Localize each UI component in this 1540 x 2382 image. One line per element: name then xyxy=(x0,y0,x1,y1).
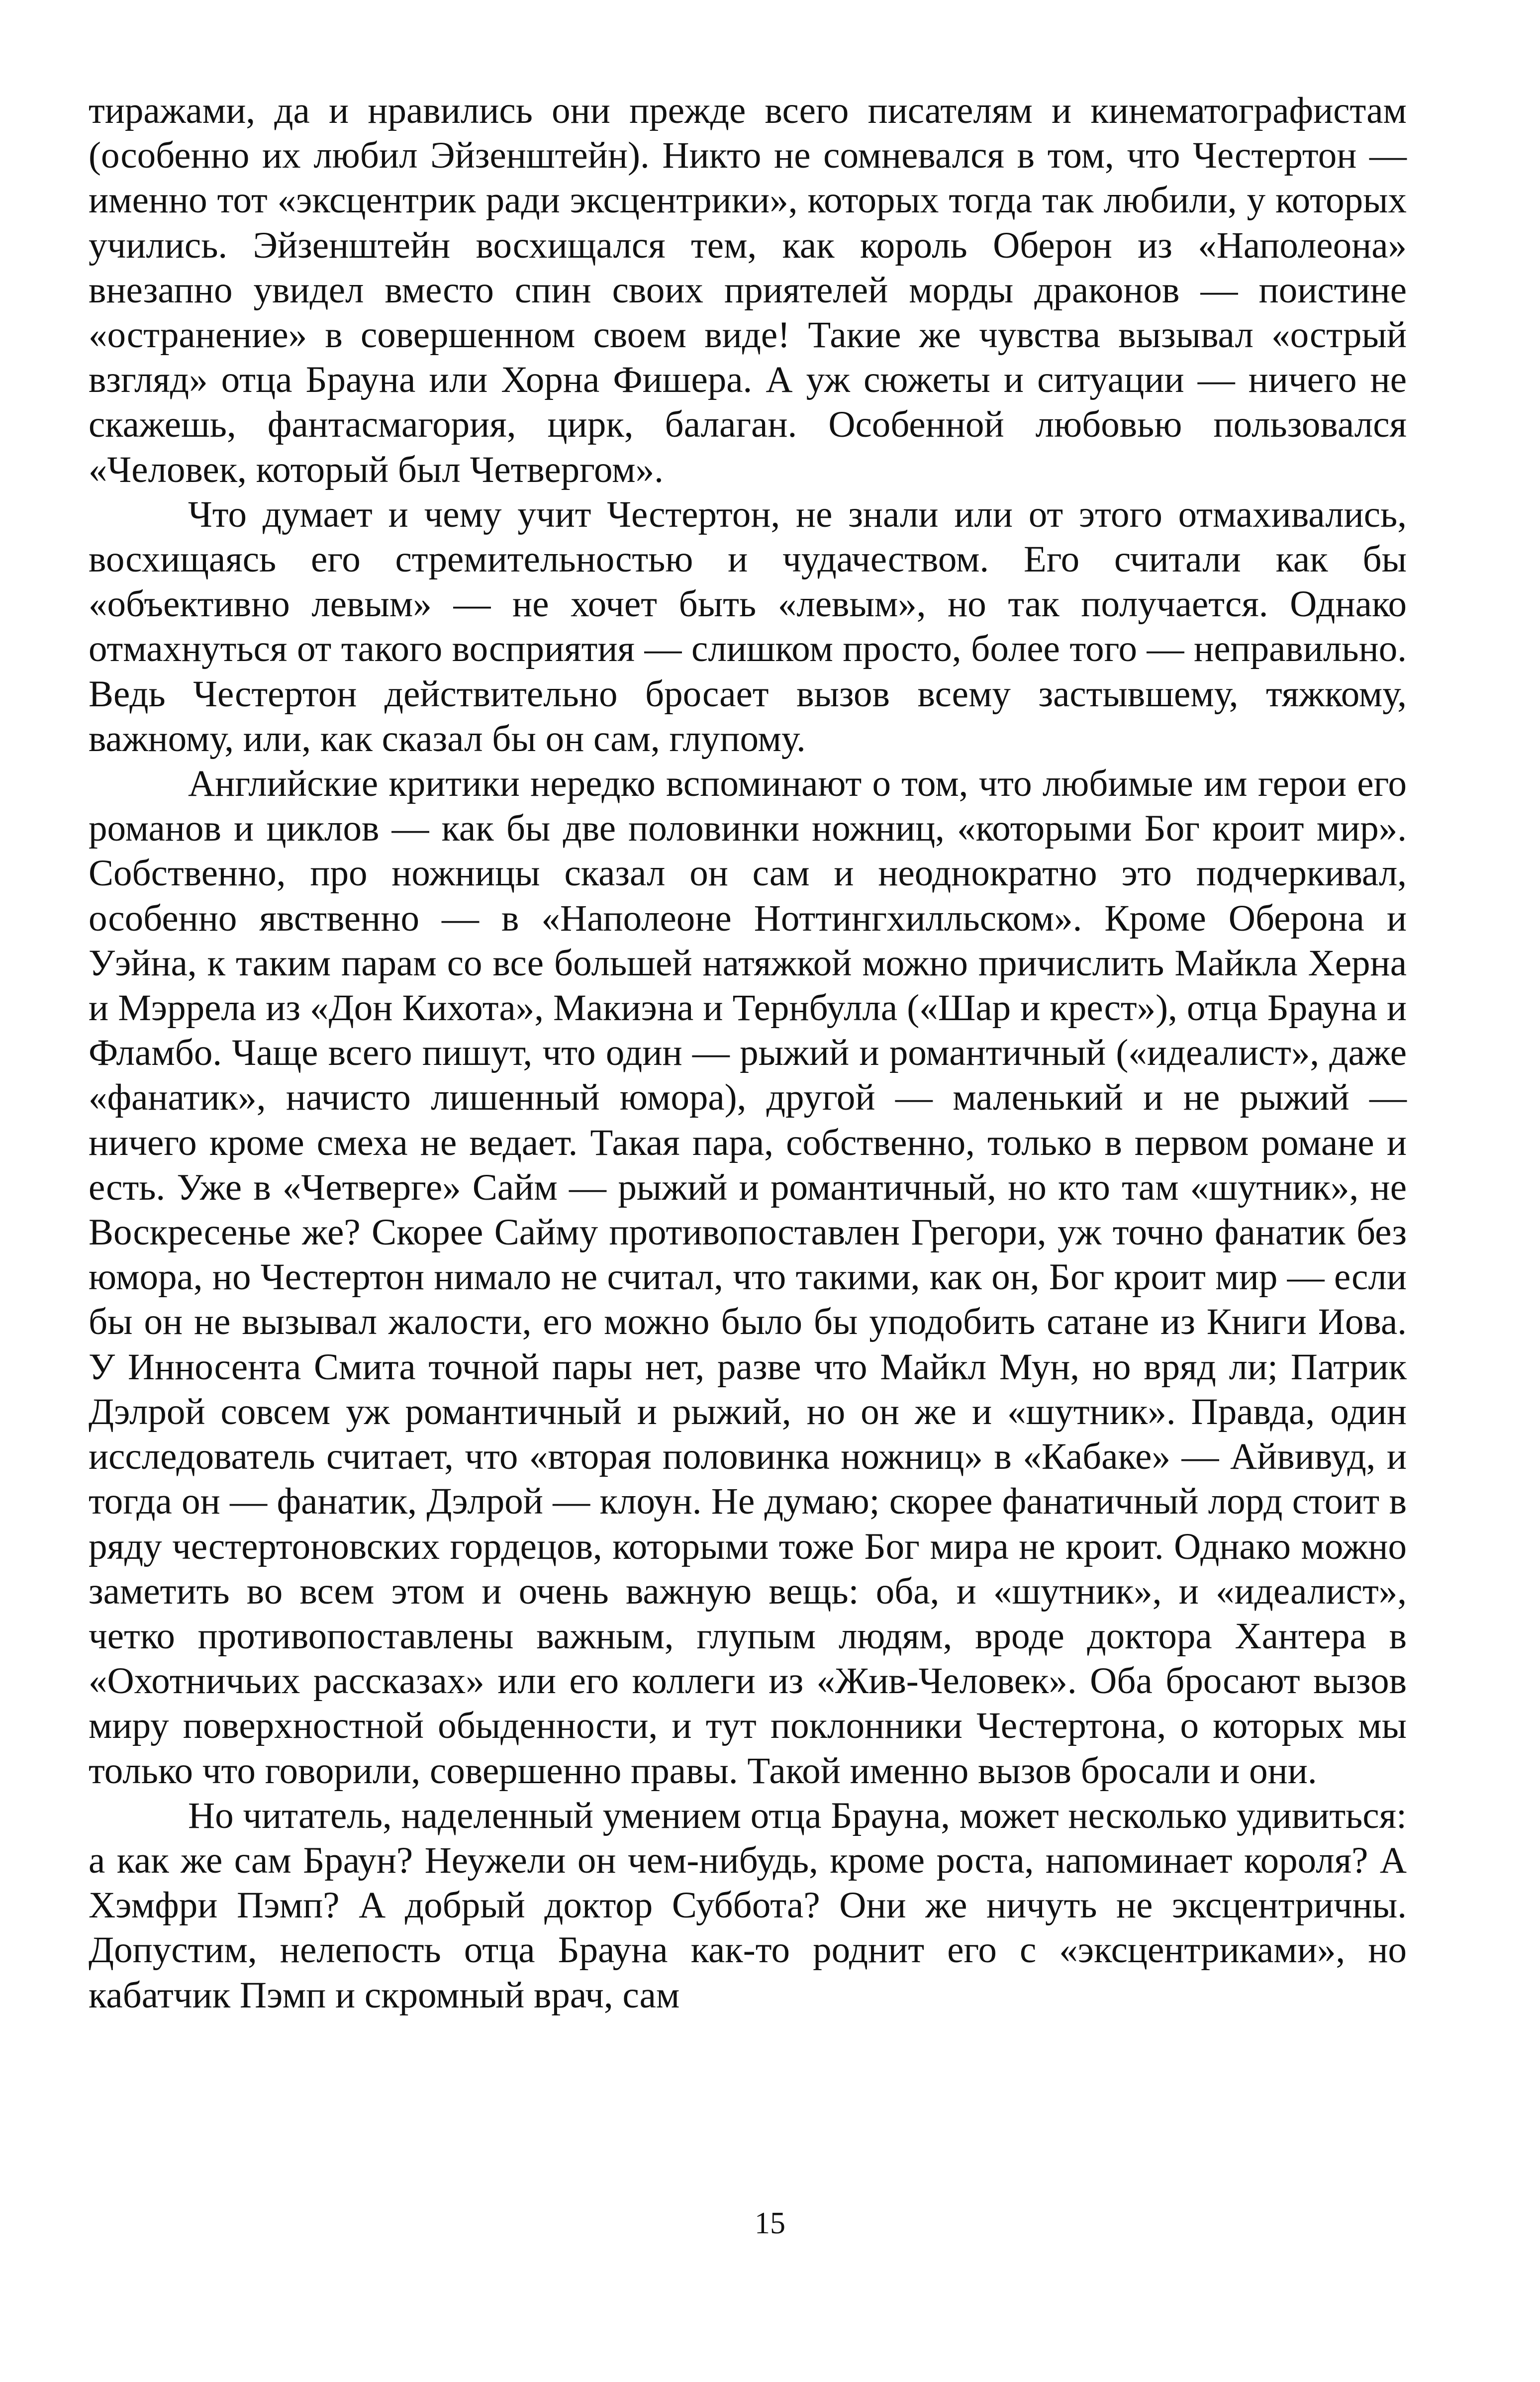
paragraph-3: Английские критики нередко вспоминают о том, что любимые им герои его романов и циклов — как бы две половинки ножниц, «которыми Бог кроит мир». Собственно, про ножницы сказал он сам и неоднократно это подчеркивал, особенно явственно — в «Наполеоне Ноттингхилльском». Кроме Оберона и Уэйна, к таким парам со все большей натяжкой можно причислить Майкла Херна и Мэррела из «Дон Кихота», Макиэна и Тернбулла («Шар и крест»), отца Брауна и Фламбо. Чаще всего пишут, что один — рыжий и романтичный («идеалист», даже «фанатик», начисто лишенный юмора), другой — маленький и не рыжий — ничего кроме смеха не ведает. Такая пара, собственно, только в первом романе и есть. Уже в «Четверге» Сайм — рыжий и романтичный, но кто там «шутник», не Воскресенье же? Скорее Сайму противопоставлен Грегори, уж точно фанатик без юмора, но Честертон нимало не считал, что такими, как он, Бог кроит мир — если бы он не вызывал жалости, его можно было бы уподобить сатане из Книги Иова. У Инносента Смита точной пары нет, разве что Майкл Мун, но вряд ли; Патрик Дэлрой совсем уж романтичный и рыжий, но он же и «шутник». Правда, один исследователь считает, что «вторая половинка ножниц» в «Кабаке» — Айвивуд, и тогда он — фанатик, Дэлрой — клоун. Не думаю; скорее фанатичный лорд стоит в ряду честертоновских гордецов, которыми тоже Бог мира не кроит. Однако можно заметить во всем этом и очень важную вещь: оба, и «шутник», и «идеалист», четко противопоставлены важным, глупым людям, вроде доктора Хантера в «Охотничьих рассказах» или его коллеги из «Жив-Человек». Оба бросают вызов миру поверхностной обыденности, и тут поклонники Честертона, о которых мы только что говорили, совершенно правы. Такой именно вызов бросали и они. xyxy=(89,763,1407,1792)
page-number: 15 xyxy=(755,2206,785,2240)
body-text xyxy=(89,89,1407,2018)
paragraph-1: тиражами, да и нравились они прежде всего писателям и кинематографистам (особенно их любил Эйзенштейн). Никто не сомневался в том, что Честертон — именно тот «эксцентрик ради эксцентрики», которых тогда так любили, у которых учились. Эйзенштейн восхищался тем, как король Оберон из «Наполеона» внезапно увидел вместо спин своих приятелей морды драконов — поистине «остранение» в совершенном своем виде! Такие же чувства вызывал «острый взгляд» отца Брауна или Хорна Фишера. А уж сюжеты и ситуации — ничего не скажешь, фантасмагория, цирк, балаган. Особенной любовью пользовался «Человек, который был Четвергом». xyxy=(89,90,1407,490)
paragraph-2: Что думает и чему учит Честертон, не знали или от этого отмахивались, восхищаясь его стремительностью и чудачеством. Его считали как бы «объективно левым» — не хочет быть «левым», но так получается. Однако отмахнуться от такого восприятия — слишком просто, более того — неправильно. Ведь Честертон действительно бросает вызов всему застывшему, тяжкому, важному, или, как сказал бы он сам, глупому. xyxy=(89,493,1407,760)
paragraph-4: Но читатель, наделенный умением отца Брауна, может несколько удивиться: а как же сам Браун? Неужели он чем-нибудь, кроме роста, напоминает короля? А Хэмфри Пэмп? А добрый доктор Суббота? Они же ничуть не эксцентричны. Допустим, нелепость отца Брауна как-то роднит его с «эксцентриками», но кабатчик Пэмп и скромный врач, сам xyxy=(89,1795,1407,2016)
